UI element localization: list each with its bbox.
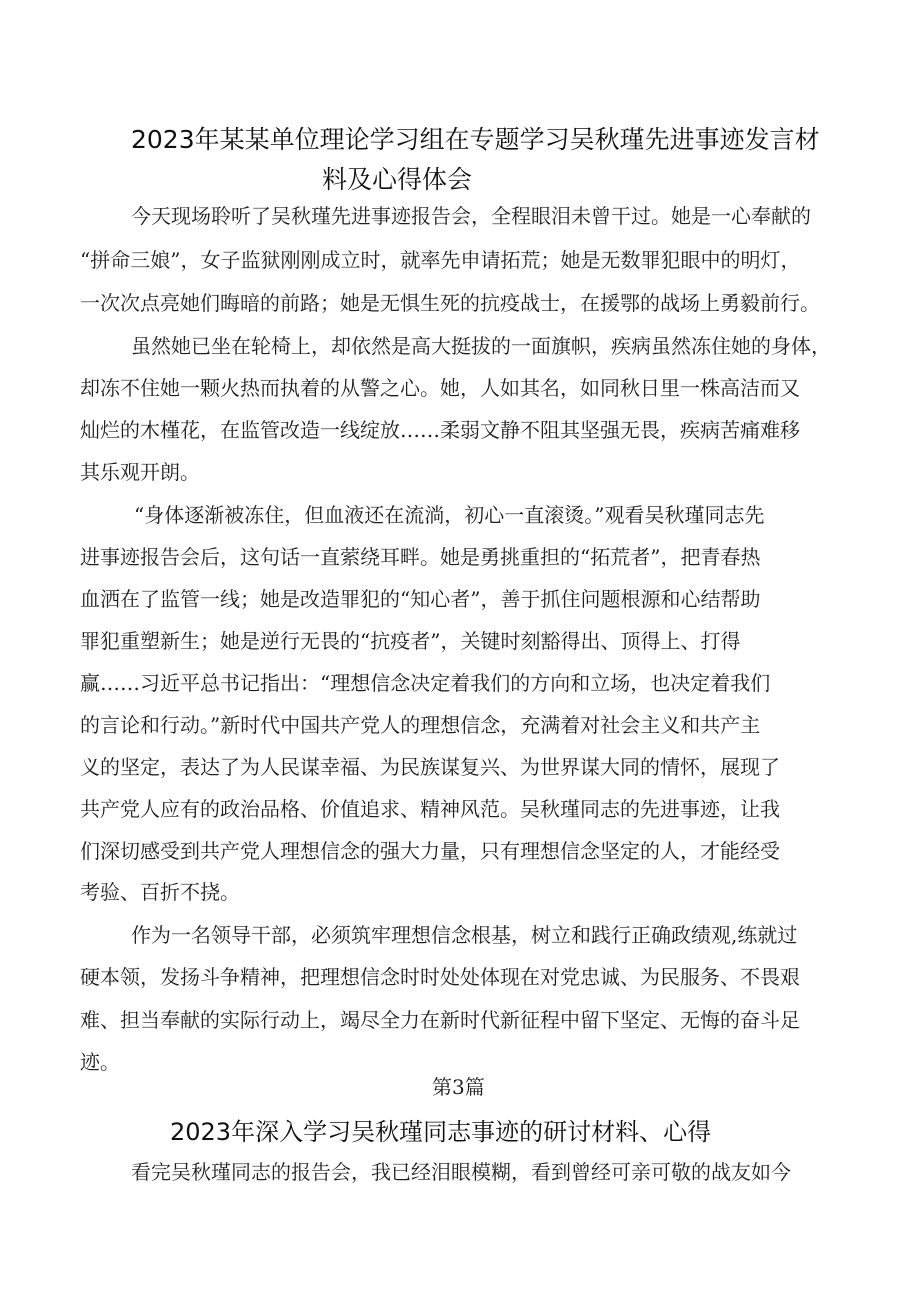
paragraph-4-line-2: 硬本领，发扬斗争精神，把理想信念时时处处体现在对党忠诚、为民服务、不畏艰 xyxy=(80,965,800,989)
paragraph-3-line-5: 赢……习近平总书记指出：“理想信念决定着我们的方向和立场，也决定着我们 xyxy=(80,671,771,695)
paragraph-1-line-2: “拼命三娘”，女子监狱刚刚成立时，就率先申请拓荒；她是无数罪犯眼中的明灯， xyxy=(80,248,801,272)
paragraph-3-line-4: 罪犯重塑新生；她是逆行无畏的“抗疫者”，关键时刻豁得出、顶得上、打得 xyxy=(80,629,741,653)
section-title: 2023年深入学习吴秋瑾同志事迹的研讨材料、心得 xyxy=(170,1118,712,1146)
paragraph-3-line-1: “身体逐渐被冻住，但血液还在流淌，初心一直滚烫。”观看吴秋瑾同志先 xyxy=(134,503,765,527)
paragraph-3-line-8: 共产党人应有的政治品格、价值追求、精神风范。吴秋瑾同志的先进事迹，让我 xyxy=(80,797,780,821)
paragraph-1-line-1: 今天现场聆听了吴秋瑾先进事迹报告会，全程眼泪未曾干过。她是一心奉献的 xyxy=(131,204,811,228)
paragraph-2-line-2: 却冻不住她一颗火热而执着的从警之心。她，人如其名，如同秋日里一株高洁而又 xyxy=(80,376,800,400)
paragraph-4-line-4: 迹。 xyxy=(80,1050,120,1074)
paragraph-3-line-10: 考验、百折不挠。 xyxy=(80,880,240,904)
paragraph-3-line-3: 血洒在了监管一线；她是改造罪犯的“知心者”，善于抓住问题根源和心结帮助 xyxy=(80,587,761,611)
paragraph-3-line-9: 们深切感受到共产党人理想信念的强大力量，只有理想信念坚定的人，才能经受 xyxy=(80,839,780,863)
document-title-line-2: 料及心得体会 xyxy=(322,165,473,194)
paragraph-3-line-2: 进事迹报告会后，这句话一直萦绕耳畔。她是勇挑重担的“拓荒者”，把青春热 xyxy=(80,545,761,569)
section-label: 第3篇 xyxy=(432,1075,485,1099)
paragraph-2-line-1: 虽然她已坐在轮椅上，却依然是高大挺拔的一面旗帜，疾病虽然冻住她的身体， xyxy=(131,334,831,358)
paragraph-3-line-7: 义的坚定，表达了为人民谋幸福、为民族谋复兴、为世界谋大同的情怀，展现了 xyxy=(80,755,780,779)
paragraph-2-line-4: 其乐观开朗。 xyxy=(80,460,200,484)
paragraph-4-line-1: 作为一名领导干部，必须筑牢理想信念根基，树立和践行正确政绩观,练就过 xyxy=(131,923,798,947)
paragraph-3-line-6: 的言论和行动。”新时代中国共产党人的理想信念，充满着对社会主义和共产主 xyxy=(80,713,761,737)
paragraph-5-line-1: 看完吴秋瑾同志的报告会，我已经泪眼模糊，看到曾经可亲可敬的战友如今 xyxy=(131,1160,791,1184)
paragraph-2-line-3: 灿烂的木槿花，在监管改造一线绽放……柔弱文静不阻其坚强无畏，疾病苦痛难移 xyxy=(80,418,800,442)
paragraph-4-line-3: 难、担当奉献的实际行动上，竭尽全力在新时代新征程中留下坚定、无悔的奋斗足 xyxy=(80,1008,800,1032)
document-title-line-1: 2023年某某单位理论学习组在专题学习吴秋瑾先进事迹发言材 xyxy=(131,125,820,154)
paragraph-1-line-3: 一次次点亮她们晦暗的前路；她是无惧生死的抗疫战士，在援鄂的战场上勇毅前行。 xyxy=(80,291,820,315)
